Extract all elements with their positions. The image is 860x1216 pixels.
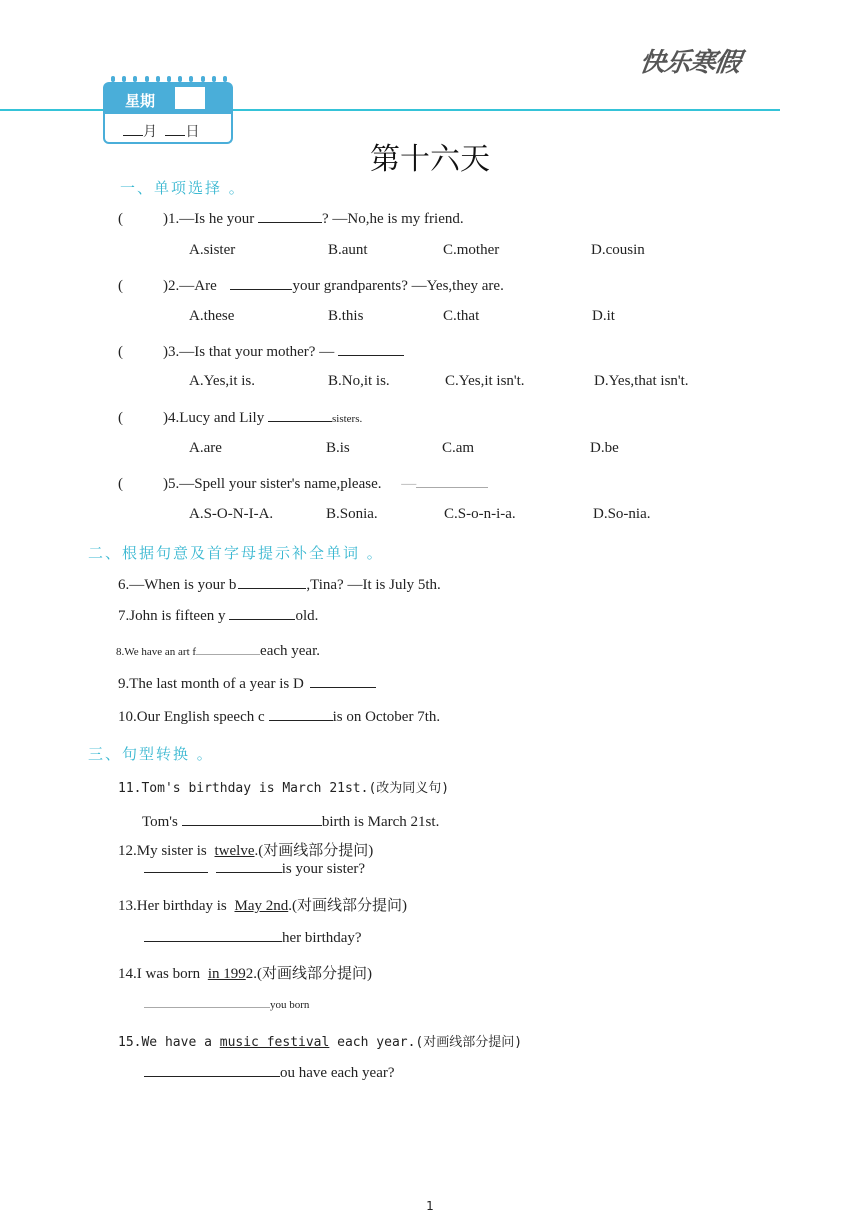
q4-option-a: A.are — [189, 440, 222, 456]
week-box — [175, 87, 205, 109]
q1-option-c: C.mother — [443, 242, 500, 258]
question-5: ( )5.—Spell your sister's name,please. — — [118, 473, 488, 493]
question-11-stem: 11.Tom's birthday is March 21st.(改为同义句) — [118, 781, 450, 796]
date-field: 月 日 — [123, 121, 199, 141]
q5-option-c: C.S-o-n-i-a. — [444, 506, 516, 522]
section-3-heading: 三、句型转换 。 — [88, 745, 214, 763]
q1-option-b: B.aunt — [328, 242, 368, 258]
page-title: 第十六天 — [370, 142, 490, 177]
question-10: 10.Our English speech c is on October 7th. — [118, 706, 440, 726]
q2-option-c: C.that — [443, 308, 480, 324]
q1-option-d: D.cousin — [591, 242, 645, 258]
question-13-answer: her birthday? — [144, 927, 362, 947]
q4-option-c: C.am — [442, 440, 475, 456]
section-1-heading: 一、单项选择 。 — [120, 179, 246, 197]
question-3: ( )3.—Is that your mother? — — [118, 341, 404, 361]
question-4: ( )4.Lucy and Lily sisters. — [118, 407, 362, 427]
q5-option-a: A.S-O-N-I-A. — [189, 506, 274, 522]
q4-option-b: B.is — [326, 440, 350, 456]
question-1: ( )1.—Is he your ? —No,he is my friend. — [118, 208, 464, 228]
calendar-header — [103, 82, 233, 114]
question-8: 8.We have an art f each year. — [116, 640, 320, 660]
q3-option-d: D.Yes,that isn't. — [594, 373, 689, 389]
q3-option-a: A.Yes,it is. — [189, 373, 255, 389]
question-6: 6.—When is your b ,Tina? —It is July 5th. — [118, 574, 441, 594]
question-2: ( )2.—Are your grandparents? —Yes,they are. — [118, 275, 504, 295]
section-2-heading: 二、根据句意及首字母提示补全单词 。 — [88, 544, 384, 562]
q2-option-d: D.it — [592, 308, 615, 324]
question-14-answer: you born — [144, 993, 309, 1013]
question-7: 7.John is fifteen y old. — [118, 605, 318, 625]
q2-option-a: A.these — [189, 308, 235, 324]
q1-option-a: A.sister — [189, 242, 236, 258]
question-12-answer: is your sister? — [144, 858, 365, 878]
question-11-answer: Tom's birth is March 21st. — [142, 811, 439, 831]
q5-option-b: B.Sonia. — [326, 506, 378, 522]
q2-option-b: B.this — [328, 308, 364, 324]
question-15-answer: ou have each year? — [144, 1062, 395, 1082]
question-13-stem: 13.Her birthday is May 2nd.(对画线部分提问) — [118, 898, 407, 914]
q3-option-c: C.Yes,it isn't. — [445, 373, 525, 389]
question-15-stem: 15.We have a music festival each year.(对画线部分提问) — [118, 1035, 523, 1050]
q3-option-b: B.No,it is. — [328, 373, 390, 389]
question-9: 9.The last month of a year is D — [118, 673, 376, 693]
page-number: 1 — [426, 1199, 434, 1213]
question-14-stem: 14.I was born in 1992.(对画线部分提问) — [118, 966, 372, 982]
q5-option-d: D.So-nia. — [593, 506, 651, 522]
q4-option-d: D.be — [590, 440, 619, 456]
brand-logo: 快乐寒假 — [637, 48, 742, 78]
question-12-stem: 12.My sister is twelve.(对画线部分提问) — [118, 843, 374, 859]
week-label: 星期 — [125, 92, 156, 110]
